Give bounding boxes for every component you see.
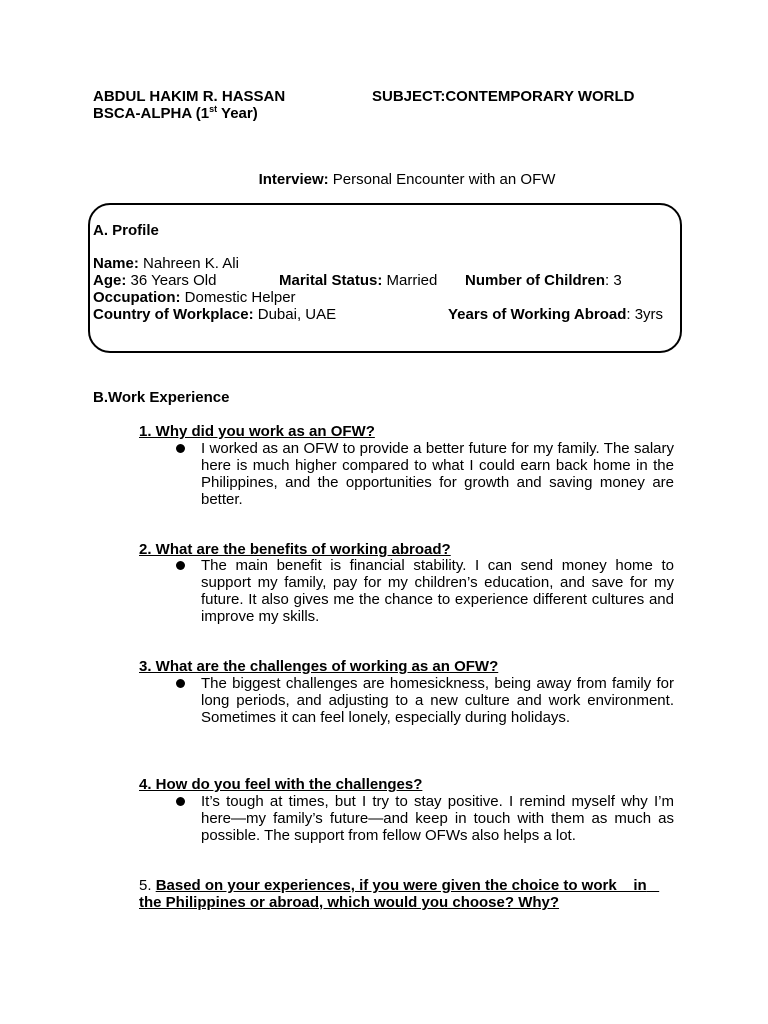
profile-children — [465, 272, 622, 289]
years-label: Years of Working Abroad — [448, 306, 627, 323]
profile-heading: A. Profile — [93, 222, 159, 239]
question-2-heading: 2. What are the benefits of working abroad? — [139, 541, 451, 558]
children-value: : 3 — [605, 272, 622, 289]
course-superscript: st — [209, 104, 218, 114]
course-line — [93, 105, 258, 122]
years-value: : 3yrs — [626, 306, 664, 323]
age-value: 36 Years Old — [126, 272, 217, 289]
answer-2: The main benefit is financial stability. I can send money home to support my family, pay for my children’s education, and save for my future. It also gives me the chance to experience different cultures and improve my skills. — [201, 557, 674, 625]
profile-name — [93, 255, 239, 272]
question-5 — [139, 877, 679, 911]
student-name: ABDUL HAKIM R. HASSAN — [93, 88, 286, 105]
interview-label: Interview: — [258, 171, 329, 188]
question-4-heading: 4. How do you feel with the challenges? — [139, 776, 423, 793]
interview-title-text: Personal Encounter with an OFW — [328, 171, 556, 188]
bullet-icon — [176, 679, 185, 688]
profile-years-abroad — [448, 306, 663, 323]
subject-line: SUBJECT:CONTEMPORARY WORLD — [372, 88, 635, 105]
answer-4: It’s tough at times, but I try to stay positive. I remind myself why I’m here—my family’s future—and keep in touch with them as much as possible. The support from fellow OFWs also helps a lot. — [201, 793, 674, 844]
answer-3: The biggest challenges are homesickness, being away from family for long periods, and adjusting to a new culture and work environment. Sometimes it can feel lonely, especially during holidays. — [201, 675, 674, 726]
country-label: Country of Workplace: — [93, 306, 254, 323]
name-value: Nahreen K. Ali — [138, 255, 239, 272]
profile-occupation — [93, 289, 296, 306]
children-label: Number of Children — [465, 272, 606, 289]
country-value: Dubai, UAE — [253, 306, 337, 323]
marital-label: Marital Status: — [279, 272, 383, 289]
bullet-icon — [176, 797, 185, 806]
interview-title — [0, 171, 768, 188]
profile-country — [93, 306, 336, 323]
name-label: Name: — [93, 255, 139, 272]
profile-marital-status — [279, 272, 437, 289]
answer-1: I worked as an OFW to provide a better future for my family. The salary here is much higher compared to what I could earn back home in the Philippines, and the opportunities for growth and saving money are better. — [201, 440, 674, 508]
marital-value: Married — [382, 272, 438, 289]
bullet-icon — [176, 444, 185, 453]
question-5-text: Based on your experiences, if you were given the choice to work in the Philippines or abroad, which would you choose? Why? — [139, 877, 660, 911]
question-1-heading: 1. Why did you work as an OFW? — [139, 423, 375, 440]
course-prefix: BSCA-ALPHA (1 — [93, 105, 210, 122]
occupation-value: Domestic Helper — [180, 289, 296, 306]
question-5-number: 5. — [139, 877, 156, 894]
profile-age — [93, 272, 216, 289]
occupation-label: Occupation: — [93, 289, 181, 306]
age-label: Age: — [93, 272, 127, 289]
question-3-heading: 3. What are the challenges of working as an OFW? — [139, 658, 499, 675]
bullet-icon — [176, 561, 185, 570]
work-experience-heading: B.Work Experience — [93, 389, 230, 406]
course-suffix: Year) — [217, 105, 258, 122]
